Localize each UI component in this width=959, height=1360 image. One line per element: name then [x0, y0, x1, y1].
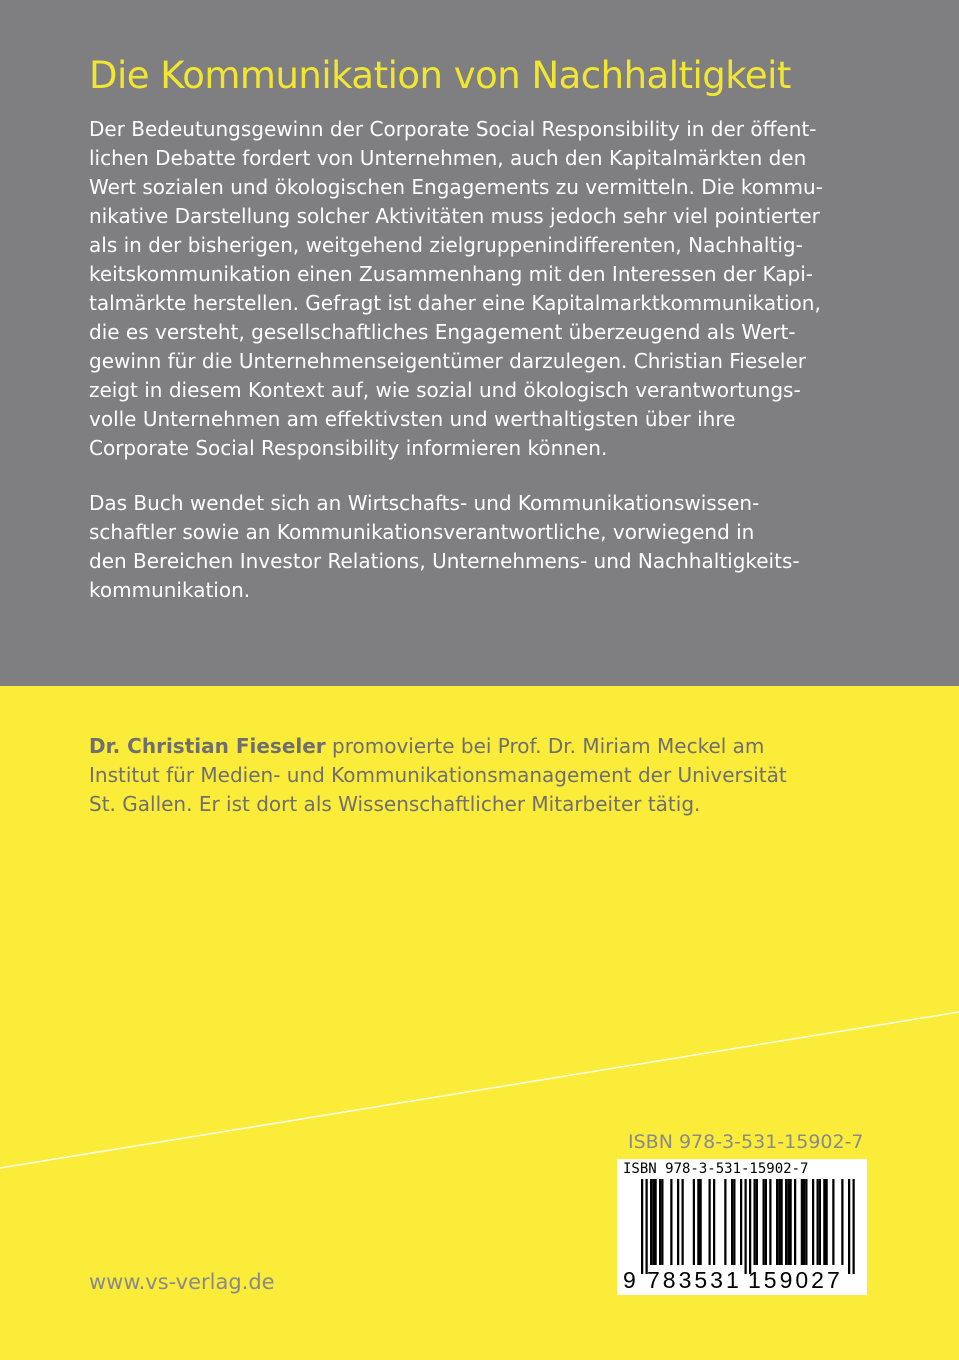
- text-line: schaftler sowie an Kommunikationsverantwortliche, vorwiegend in: [89, 520, 755, 544]
- bio-line: St. Gallen. Er ist dort als Wissenschaftlicher Mitarbeiter tätig.: [89, 792, 701, 816]
- barcode-bar: [841, 1179, 843, 1265]
- barcode-bar: [801, 1179, 803, 1265]
- publisher-website: www.vs-verlag.de: [89, 1270, 275, 1294]
- barcode-bar: [724, 1179, 726, 1265]
- barcode-bar: [693, 1179, 695, 1265]
- description-paragraph-1: [89, 115, 823, 463]
- text-line: als in der bisherigen, weitgehend zielgruppenindifferenten, Nachhaltig-: [89, 233, 803, 257]
- barcode-bar: [826, 1179, 828, 1265]
- barcode-bar: [765, 1179, 767, 1265]
- barcode-bar: [769, 1179, 771, 1265]
- text-line: nikative Darstellung solcher Aktivitäten muss jedoch sehr viel pointierter: [89, 204, 820, 228]
- barcode-isbn-text: ISBN 978-3-531-15902-7: [623, 1161, 809, 1177]
- barcode-bars: [617, 1179, 867, 1274]
- bio-line: [89, 732, 787, 761]
- barcode-bar: [790, 1179, 792, 1265]
- text-line: talmärkte herstellen. Gefragt ist daher eine Kapitalmarktkommunikation,: [89, 291, 821, 315]
- barcode-bar: [659, 1179, 661, 1265]
- barcode-bar: [848, 1179, 850, 1274]
- barcode-bar: [853, 1179, 855, 1274]
- barcode-bar: [700, 1179, 702, 1265]
- text-line: den Bereichen Investor Relations, Unternehmens- und Nachhaltigkeits-: [89, 549, 800, 573]
- text-line: zeigt in diesem Kontext auf, wie sozial und ökologisch verantwortungs-: [89, 378, 801, 402]
- text-line: volle Unternehmen am effektivsten und werthaltigsten über ihre: [89, 407, 736, 431]
- barcode-bar: [749, 1179, 751, 1274]
- barcode-bar: [709, 1179, 711, 1265]
- barcode-bar: [754, 1179, 756, 1265]
- barcode-digit-group: 783531: [647, 1267, 742, 1293]
- barcode-bar: [778, 1179, 780, 1265]
- barcode-bar: [713, 1179, 715, 1265]
- bio-line: Institut für Medien- und Kommunikationsmanagement der Universität: [89, 763, 787, 787]
- barcode-bar: [670, 1179, 672, 1265]
- text-line: Das Buch wendet sich an Wirtschafts- und Kommunikationswissen-: [89, 491, 760, 515]
- author-bio: [89, 732, 787, 819]
- barcode-bar: [682, 1179, 684, 1265]
- barcode-bar: [832, 1179, 834, 1265]
- bio-text: promovierte bei Prof. Dr. Miriam Meckel am: [325, 734, 765, 758]
- barcode-digit-group: 159027: [748, 1267, 843, 1293]
- text-line: gewinn für die Unternehmenseigentümer darzulegen. Christian Fieseler: [89, 349, 806, 373]
- barcode-bar: [677, 1179, 679, 1265]
- barcode-bar: [745, 1179, 747, 1274]
- author-name: Dr. Christian Fieseler: [89, 734, 326, 758]
- description-paragraph-2: [89, 489, 800, 605]
- text-line: keitskommunikation einen Zusammenhang mit den Interessen der Kapi-: [89, 262, 813, 286]
- barcode-bar: [655, 1179, 657, 1265]
- text-line: lichen Debatte fordert von Unternehmen, auch den Kapitalmärkten den: [89, 146, 807, 170]
- text-line: die es versteht, gesellschaftliches Engagement überzeugend als Wert-: [89, 320, 796, 344]
- barcode-bar: [817, 1179, 819, 1265]
- barcode-bar: [763, 1179, 765, 1265]
- text-line: Wert sozialen und ökologischen Engagements zu vermitteln. Die kommu-: [89, 175, 823, 199]
- barcode-bar: [731, 1179, 733, 1265]
- barcode-digit-group: 9: [623, 1267, 636, 1293]
- barcode-bar: [781, 1179, 783, 1265]
- barcode-bar: [776, 1179, 778, 1265]
- text-line: kommunikation.: [89, 578, 251, 602]
- barcode-bar: [785, 1179, 787, 1265]
- text-line: Corporate Social Responsibility informieren können.: [89, 436, 608, 460]
- barcode-bar: [646, 1179, 648, 1274]
- barcode-bar: [661, 1179, 663, 1265]
- text-line: Der Bedeutungsgewinn der Corporate Social Responsibility in der öffent-: [89, 117, 817, 141]
- barcode-bar: [787, 1179, 789, 1265]
- barcode: [617, 1159, 867, 1295]
- barcode-bar: [697, 1179, 699, 1265]
- barcode-bar: [756, 1179, 758, 1265]
- barcode-bar: [740, 1179, 742, 1265]
- isbn-label: ISBN 978-3-531-15902-7: [628, 1131, 864, 1153]
- barcode-bar: [805, 1179, 807, 1265]
- barcode-bar: [794, 1179, 796, 1265]
- barcode-bar: [823, 1179, 825, 1265]
- barcode-bar: [733, 1179, 735, 1265]
- barcode-bar: [819, 1179, 821, 1265]
- barcode-bar: [812, 1179, 814, 1265]
- barcode-bar: [803, 1179, 805, 1265]
- barcode-bar: [650, 1179, 652, 1265]
- barcode-bar: [652, 1179, 654, 1265]
- barcode-bar: [641, 1179, 643, 1274]
- book-title: Die Kommunikation von Nachhaltigkeit: [89, 54, 791, 97]
